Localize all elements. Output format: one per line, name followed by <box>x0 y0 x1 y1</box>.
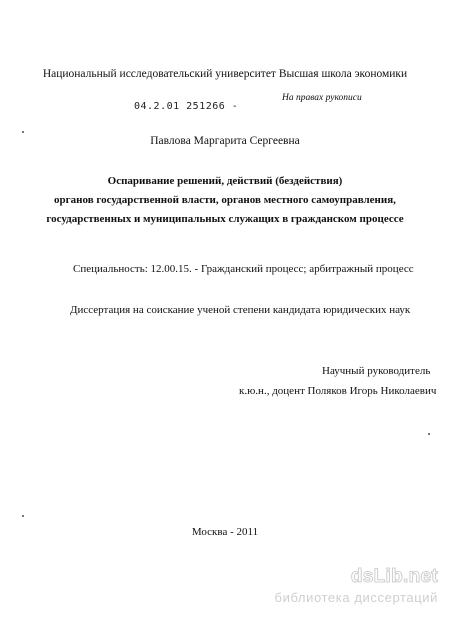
title-line: Оспаривание решений, действий (бездействия) <box>107 175 343 187</box>
title-line: государственных и муниципальных служащих в гражданском процессе <box>46 213 404 225</box>
specialty-line: Специальность: 12.00.15. - Гражданский процесс; арбитражный процесс <box>73 263 414 275</box>
scan-speck <box>22 131 24 133</box>
watermark-logo: dsLib.net <box>350 566 438 587</box>
advisor-name: к.ю.н., доцент Поляков Игорь Николаевич <box>239 385 437 397</box>
author-name: Павлова Маргарита Сергеевна <box>150 135 300 147</box>
watermark-subtitle: библиотека диссертаций <box>274 590 438 605</box>
dissertation-title <box>0 172 450 229</box>
rights-note: На правах рукописи <box>282 93 362 103</box>
title-line: органов государственной власти, органов местного самоуправления, <box>54 194 396 206</box>
dslib-watermark <box>258 566 438 612</box>
advisor-label: Научный руководитель <box>322 365 431 377</box>
university-name: Национальный исследовательский университет Высшая школа экономики <box>42 68 408 80</box>
archive-stamp-number: 04.2.01 251266 - <box>134 101 239 112</box>
scan-speck <box>22 515 24 517</box>
degree-line: Диссертация на соискание ученой степени кандидата юридических наук <box>70 304 411 316</box>
city-year: Москва - 2011 <box>191 526 259 538</box>
scan-speck <box>428 433 430 435</box>
